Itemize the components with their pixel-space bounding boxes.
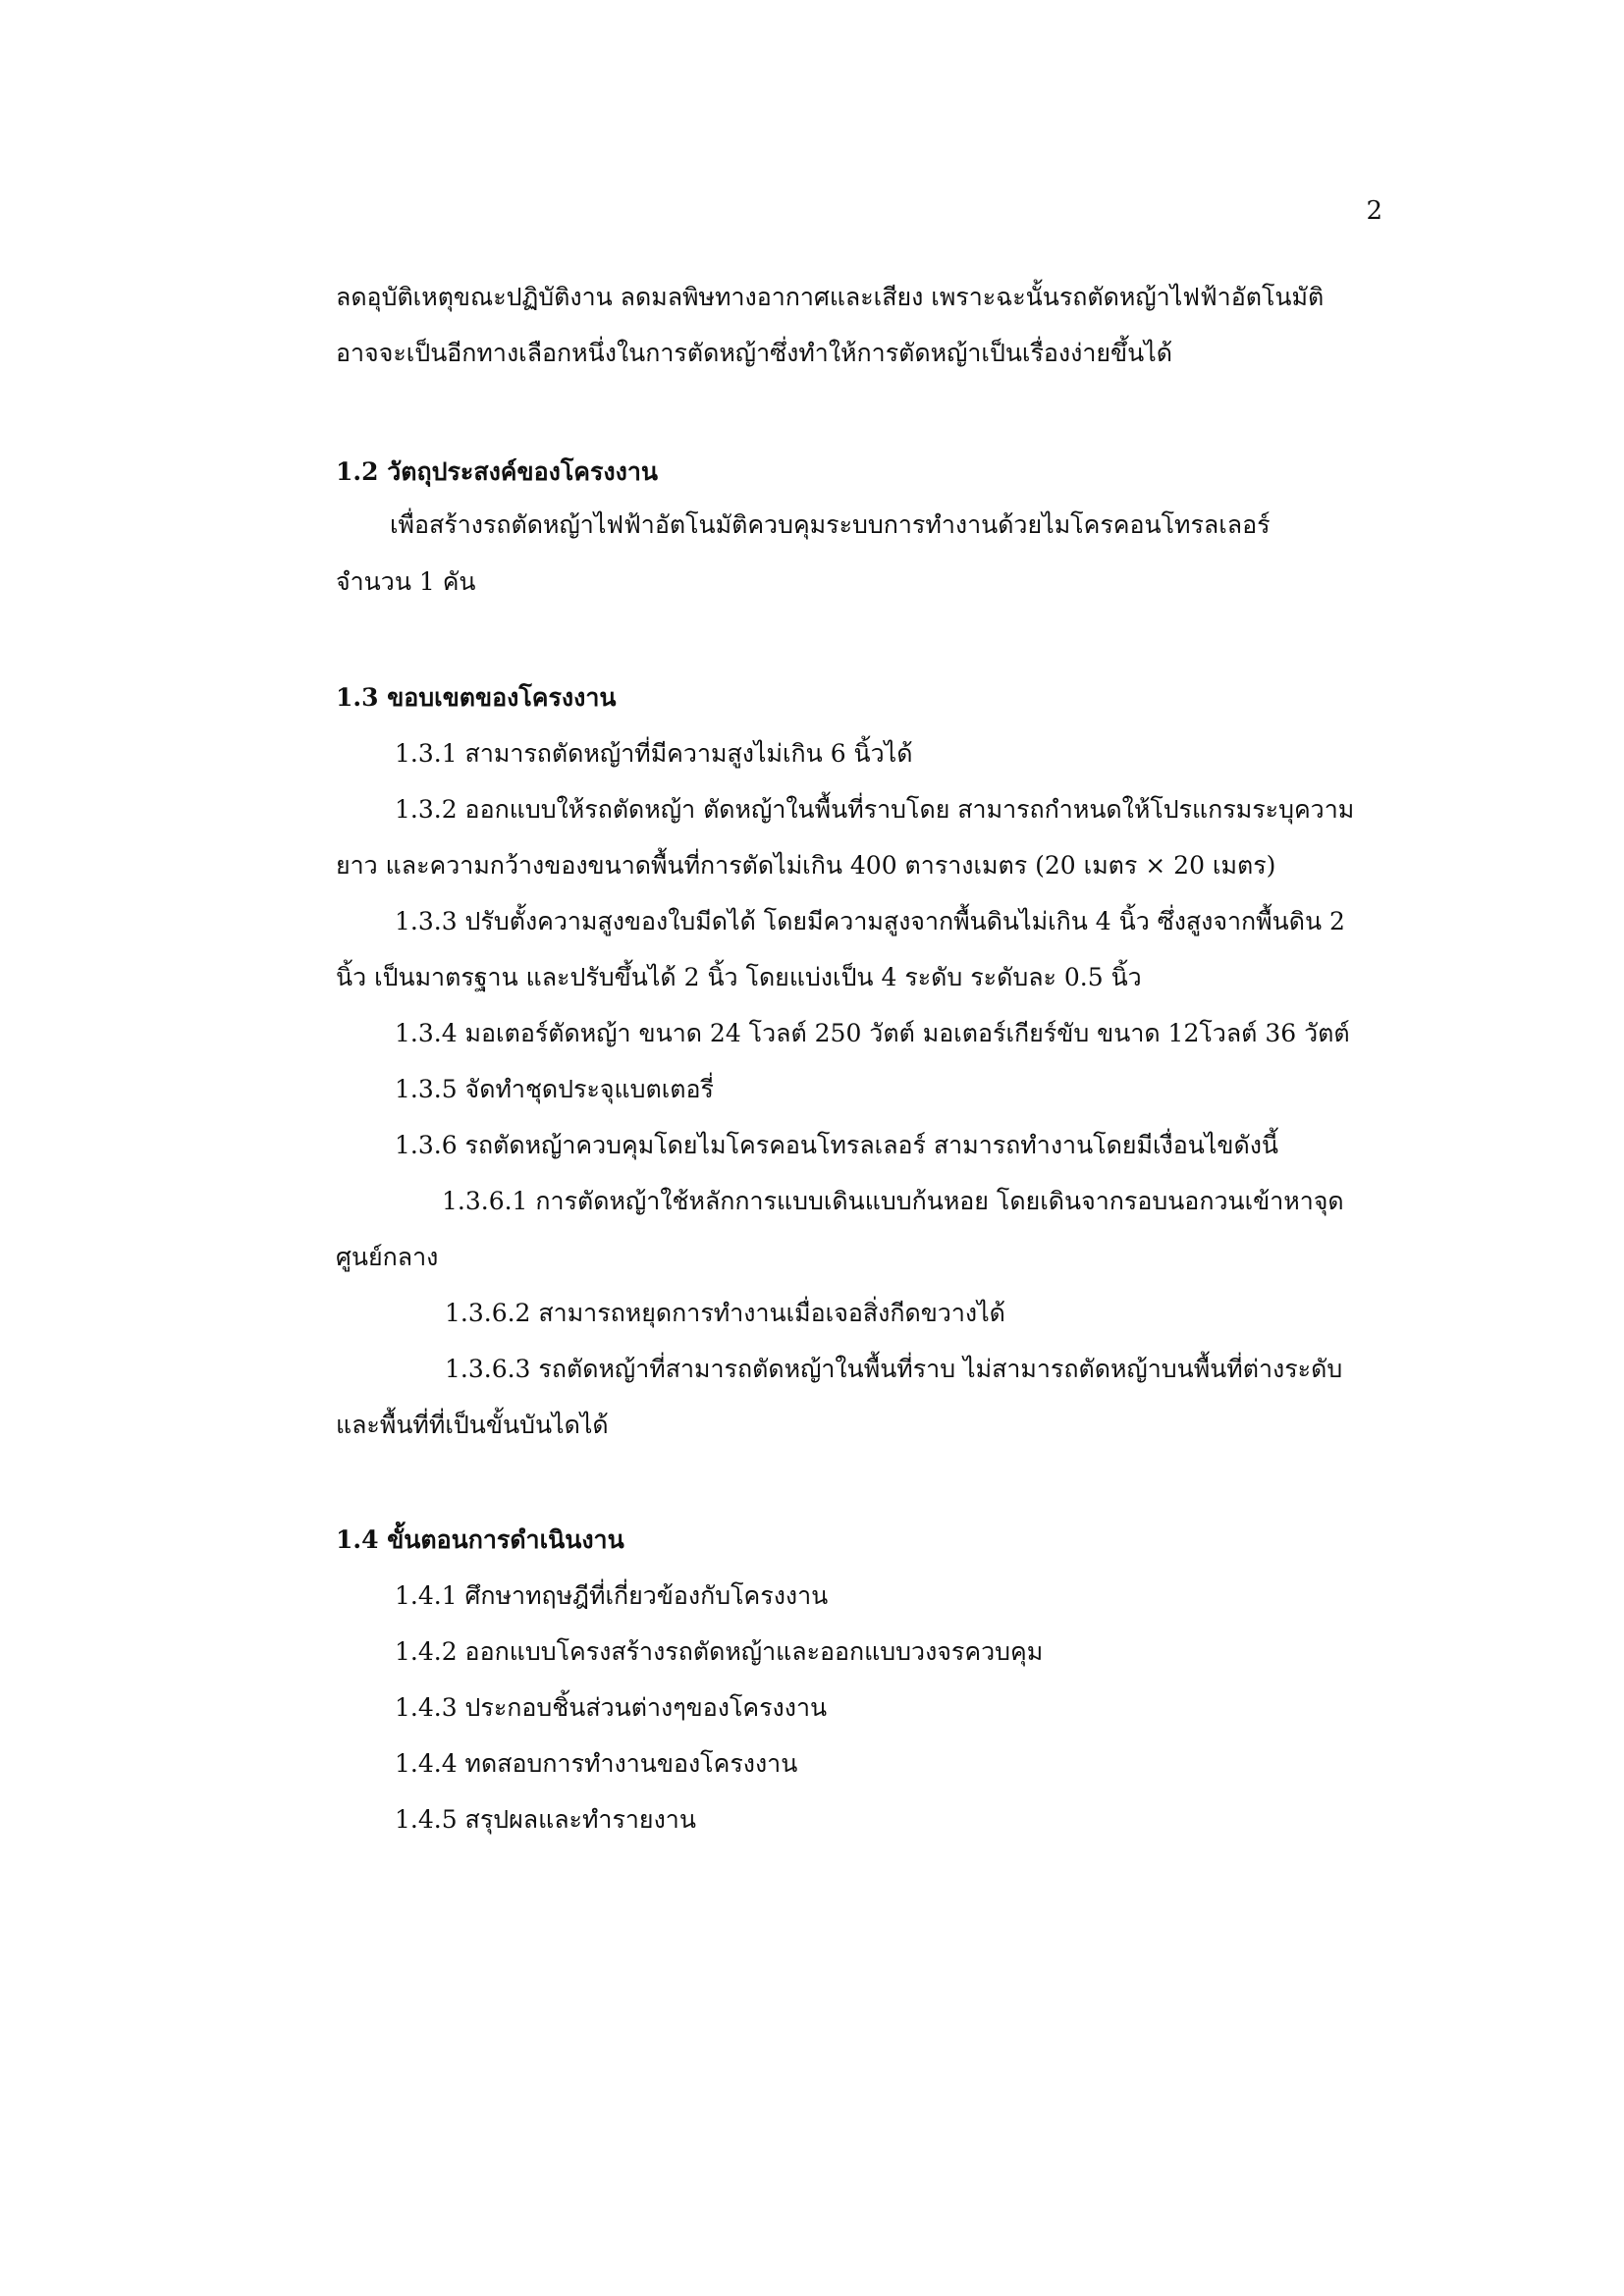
- scope-item-1-3-4: 1.3.4 มอเตอร์ตัดหญ้า ขนาด 24 โวลต์ 250 วัตต์ มอเตอร์เกียร์ขับ ขนาด 12โวลต์ 36 วัตต์: [395, 1019, 1350, 1047]
- scope-item-1-3-1: 1.3.1 สามารถตัดหญ้าที่มีความสูงไม่เกิน 6 นิ้วได้: [395, 739, 913, 768]
- step-item-1-4-4: 1.4.4 ทดสอบการทำงานของโครงงาน: [395, 1749, 798, 1778]
- section-1-4-heading: 1.4 ขั้นตอนการดำเนินงาน: [336, 1525, 624, 1554]
- section-1-2-line-1: เพื่อสร้างรถตัดหญ้าไฟฟ้าอัตโนมัติควบคุมระบบการทำงานด้วยไมโครคอนโทรลเลอร์: [390, 510, 1271, 539]
- step-item-1-4-1: 1.4.1 ศึกษาทฤษฎีที่เกี่ยวข้องกับโครงงาน: [395, 1581, 829, 1610]
- scope-item-1-3-6-1-line-2: ศูนย์กลาง: [336, 1243, 439, 1271]
- scope-item-1-3-6-3-line-2: และพื้นที่ที่เป็นขั้นบันไดได้: [336, 1411, 609, 1439]
- step-item-1-4-2: 1.4.2 ออกแบบโครงสร้างรถตัดหญ้าและออกแบบวงจรควบคุม: [395, 1637, 1044, 1666]
- scope-item-1-3-2-line-1: 1.3.2 ออกแบบให้รถตัดหญ้า ตัดหญ้าในพื้นที่ราบโดย สามารถกำหนดให้โปรแกรมระบุความ: [395, 795, 1355, 824]
- scope-item-1-3-5: 1.3.5 จัดทำชุดประจุแบตเตอรี่: [395, 1075, 714, 1103]
- section-1-3-heading: 1.3 ขอบเขตของโครงงาน: [336, 683, 617, 712]
- step-item-1-4-5: 1.4.5 สรุปผลและทำรายงาน: [395, 1805, 696, 1834]
- scope-item-1-3-3-line-2: นิ้ว เป็นมาตรฐาน และปรับขึ้นได้ 2 นิ้ว โดยแบ่งเป็น 4 ระดับ ระดับละ 0.5 นิ้ว: [336, 963, 1142, 991]
- page-number: 2: [1366, 196, 1382, 226]
- scope-item-1-3-6-3-line-1: 1.3.6.3 รถตัดหญ้าที่สามารถตัดหญ้าในพื้นที่ราบ ไม่สามารถตัดหญ้าบนพื้นที่ต่างระดับ: [445, 1355, 1343, 1383]
- scope-item-1-3-6-2: 1.3.6.2 สามารถหยุดการทำงานเมื่อเจอสิ่งกีดขวางได้: [445, 1299, 1005, 1327]
- scope-item-1-3-6: 1.3.6 รถตัดหญ้าควบคุมโดยไมโครคอนโทรลเลอร์ สามารถทำงานโดยมีเงื่อนไขดังนี้: [395, 1131, 1278, 1159]
- intro-line-1: ลดอุบัติเหตุขณะปฏิบัติงาน ลดมลพิษทางอากาศและเสียง เพราะฉะนั้นรถตัดหญ้าไฟฟ้าอัตโนมัติ: [336, 283, 1325, 311]
- step-item-1-4-3: 1.4.3 ประกอบชิ้นส่วนต่างๆของโครงงาน: [395, 1693, 828, 1722]
- scope-item-1-3-2-line-2: ยาว และความกว้างของขนาดพื้นที่การตัดไม่เกิน 400 ตารางเมตร (20 เมตร × 20 เมตร): [336, 851, 1276, 880]
- section-1-2-heading: 1.2 วัตถุประสงค์ของโครงงาน: [336, 457, 658, 486]
- section-1-2-line-2: จำนวน 1 คัน: [336, 567, 476, 596]
- scope-item-1-3-6-1-line-1: 1.3.6.1 การตัดหญ้าใช้หลักการแบบเดินแบบก้นหอย โดยเดินจากรอบนอกวนเข้าหาจุด: [442, 1187, 1344, 1215]
- intro-line-2: อาจจะเป็นอีกทางเลือกหนึ่งในการตัดหญ้าซึ่งทำให้การตัดหญ้าเป็นเรื่องง่ายขึ้นได้: [336, 339, 1172, 367]
- scope-item-1-3-3-line-1: 1.3.3 ปรับตั้งความสูงของใบมีดได้ โดยมีความสูงจากพื้นดินไม่เกิน 4 นิ้ว ซึ่งสูงจากพื้นดิน 2: [395, 907, 1345, 935]
